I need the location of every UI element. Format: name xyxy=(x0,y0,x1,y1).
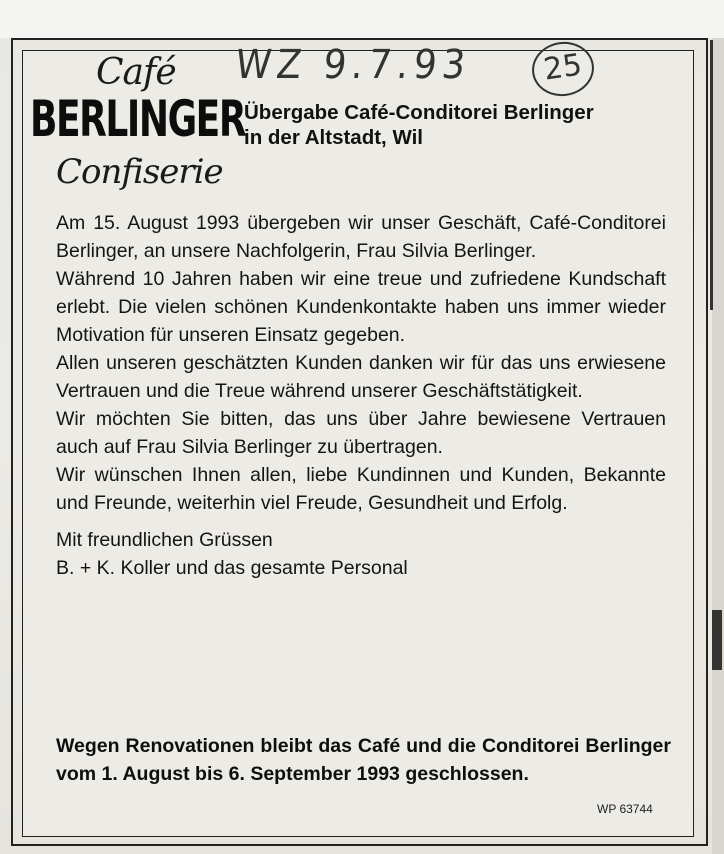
paragraph-handover: Am 15. August 1993 übergeben wir unser Geschäft, Café-Conditorei Berlinger, an unsere Nachfolgerin, Frau Silvia Berlinger. xyxy=(56,212,666,262)
greeting: Mit freundlichen Grüssen xyxy=(56,529,273,551)
paragraph-trust: Wir möchten Sie bitten, das uns über Jahre bewiesene Vertrauen auch auf Frau Silvia Berlinger zu übertragen. xyxy=(56,408,666,458)
signature: B. + K. Koller und das gesamte Personal xyxy=(56,557,408,579)
logo-berlinger: BERLINGER xyxy=(30,90,246,148)
scan-margin xyxy=(0,0,724,38)
headline-line-2: in der Altstadt, Wil xyxy=(244,126,424,149)
clipping-edge xyxy=(712,38,724,854)
ad-reference-code: WP 63744 xyxy=(597,802,653,816)
ad-headline xyxy=(244,100,684,150)
headline-line-1: Übergabe Café-Conditorei Berlinger xyxy=(244,101,594,124)
logo-confiserie: Confiserie xyxy=(56,152,223,192)
paragraph-customers: Während 10 Jahren haben wir eine treue und zufriedene Kundschaft erlebt. Die vielen schönen Kundenkontakte haben uns immer wieder Motivation für unseren Einsatz gegeben. xyxy=(56,268,666,346)
edge-rule-lower xyxy=(712,610,722,670)
handwritten-date-note: WZ 9.7.93 xyxy=(233,42,473,88)
paragraph-wishes: Wir wünschen Ihnen allen, liebe Kundinnen und Kunden, Bekannte und Freunde, weiterhin viel Freude, Gesundheit und Erfolg. xyxy=(56,464,666,514)
circled-number: 25 xyxy=(529,38,598,100)
closure-notice: Wegen Renovationen bleibt das Café und die Conditorei Berlinger vom 1. August bis 6. September 1993 geschlossen. xyxy=(56,735,671,785)
paragraph-thanks: Allen unseren geschätzten Kunden danken wir für das uns erwiesene Vertrauen und die Treue während unserer Geschäftstätigkeit. xyxy=(56,352,666,402)
ad-body-text xyxy=(56,209,666,582)
logo-cafe: Café xyxy=(96,52,176,93)
edge-rule xyxy=(710,40,713,310)
